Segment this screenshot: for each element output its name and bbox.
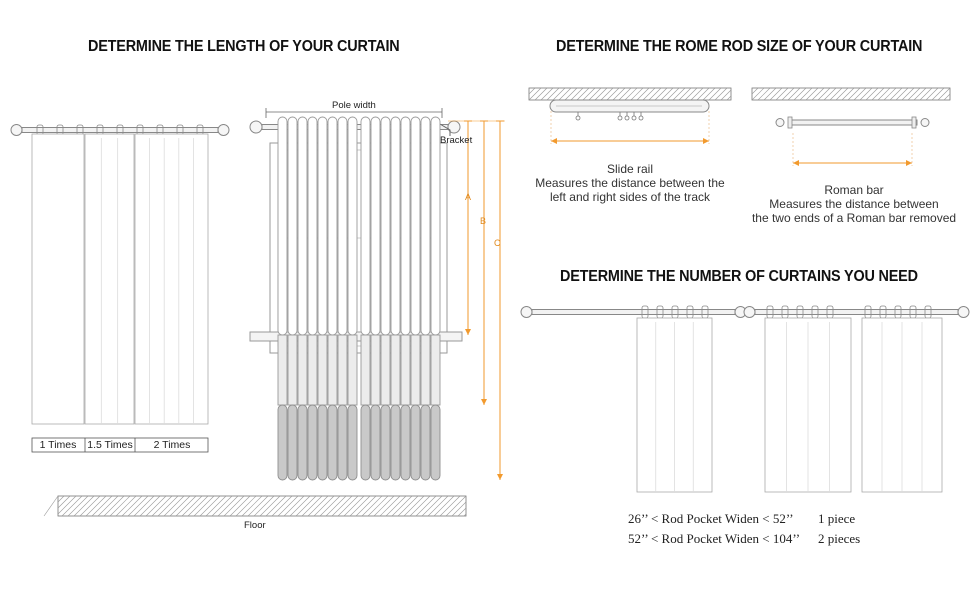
rule-one-piece — [628, 511, 855, 527]
double-rod-finial-right — [958, 307, 969, 318]
curtain-panel-1-5x — [85, 134, 134, 424]
floor-label: Floor — [244, 520, 266, 531]
double-curtain-panel-left — [765, 318, 851, 492]
single-curtain-panel — [637, 318, 712, 492]
rule-one-pieces: 1 piece — [818, 511, 856, 526]
main-curtain-right — [361, 117, 440, 480]
pleat-upper — [391, 117, 400, 335]
roman-bar-finial-right — [921, 119, 929, 127]
roman-bar-line-1: Measures the distance between — [769, 197, 939, 211]
slide-rail-measure — [551, 111, 709, 144]
slide-rail-glider — [639, 116, 643, 120]
length-marker-b: B — [480, 216, 487, 226]
roman-bar-description — [735, 183, 970, 225]
fullness-label-2: 2 Times — [153, 439, 191, 451]
heading-rod-size: DETERMINE THE ROME ROD SIZE OF YOUR CURTAIN — [556, 38, 923, 55]
roman-bar-finial-left — [776, 119, 784, 127]
curtain-panel-2x-body — [135, 134, 208, 424]
pleat-lower — [411, 405, 420, 480]
pleat-lower — [318, 405, 327, 480]
pleat-upper — [308, 117, 317, 335]
pleat-upper — [421, 117, 430, 335]
slide-rail-glider — [618, 116, 622, 120]
fullness-label-1-5: 1.5 Times — [87, 439, 133, 451]
slide-rail-line-2: left and right sides of the track — [549, 190, 711, 204]
curtain-panel-2x — [135, 134, 208, 424]
pleat-middle — [401, 335, 410, 405]
pleat-upper — [288, 117, 297, 335]
rule-two-range: 52’’ < Rod Pocket Widen < 104’’ — [628, 531, 801, 546]
pleat-middle — [348, 335, 357, 405]
roman-bar-measure — [793, 133, 912, 166]
double-curtain-panel-right — [862, 318, 942, 492]
pleat-lower — [381, 405, 390, 480]
pleat-middle — [288, 335, 297, 405]
length-arrow-b-head — [481, 399, 487, 405]
length-marker-c: C — [494, 238, 501, 248]
pleat-lower — [308, 405, 317, 480]
roman-bar-title: Roman bar — [824, 183, 884, 197]
slide-rail-measure-head-left — [551, 138, 557, 144]
curtain-panel-1-5x-body — [85, 134, 134, 424]
main-rod-finial-left — [250, 121, 262, 133]
pleat-lower — [431, 405, 440, 480]
heading-length: DETERMINE THE LENGTH OF YOUR CURTAIN — [88, 38, 400, 55]
pleat-upper — [361, 117, 370, 335]
slide-rail-glider — [576, 116, 580, 120]
length-arrow-a — [464, 121, 472, 335]
pleat-lower — [298, 405, 307, 480]
pleat-lower — [338, 405, 347, 480]
pleat-lower — [288, 405, 297, 480]
pleat-middle — [298, 335, 307, 405]
sample-rod-bar — [22, 128, 218, 133]
roman-bar-rod — [790, 120, 917, 125]
double-rod-bar — [755, 310, 958, 315]
length-arrow-c — [496, 121, 504, 480]
floor-edge — [44, 496, 58, 516]
slide-rail-description — [510, 162, 750, 204]
curtain-panel-1x — [32, 134, 84, 424]
rule-two-pieces-count: 2 pieces — [818, 531, 861, 546]
pleat-upper — [431, 117, 440, 335]
slide-rail-glider — [632, 116, 636, 120]
roman-bar-collar — [912, 117, 916, 128]
main-curtain-left — [278, 117, 357, 480]
single-rod-bar — [532, 310, 735, 315]
pleat-upper — [318, 117, 327, 335]
pleat-upper — [298, 117, 307, 335]
pleat-lower — [421, 405, 430, 480]
slide-rail-glider — [625, 116, 629, 120]
pleat-middle — [381, 335, 390, 405]
ceiling-hatch-right — [752, 88, 950, 100]
length-arrow-b — [480, 121, 488, 405]
heading-number: DETERMINE THE NUMBER OF CURTAINS YOU NEED — [560, 268, 918, 285]
fullness-label-1: 1 Times — [39, 439, 77, 451]
pleat-middle — [361, 335, 370, 405]
pleat-middle — [431, 335, 440, 405]
roman-bar-icon — [776, 117, 929, 128]
roman-bar-collar — [788, 117, 792, 128]
double-rod-finial-left — [744, 307, 755, 318]
pleat-upper — [348, 117, 357, 335]
sample-rod-finial-left — [11, 125, 22, 136]
single-rod — [521, 307, 746, 318]
pleat-upper — [381, 117, 390, 335]
pleat-middle — [411, 335, 420, 405]
roman-bar-measure-head-right — [906, 160, 912, 166]
pleat-middle — [338, 335, 347, 405]
pleat-middle — [278, 335, 287, 405]
single-rod-finial-left — [521, 307, 532, 318]
length-arrow-c-head — [497, 474, 503, 480]
pleat-lower — [391, 405, 400, 480]
pleat-middle — [308, 335, 317, 405]
slide-rail-line-1: Measures the distance between the — [535, 176, 725, 190]
pleat-middle — [371, 335, 380, 405]
double-rod — [744, 307, 969, 318]
pleat-lower — [371, 405, 380, 480]
pleat-upper — [401, 117, 410, 335]
pleat-middle — [391, 335, 400, 405]
pleat-lower — [278, 405, 287, 480]
ceiling-hatch-left — [529, 88, 731, 100]
curtain-panel-1x-body — [32, 134, 84, 424]
pleat-upper — [411, 117, 420, 335]
pleat-upper — [338, 117, 347, 335]
length-arrow-a-head — [465, 329, 471, 335]
pleat-lower — [361, 405, 370, 480]
pleat-upper — [328, 117, 337, 335]
pleat-middle — [421, 335, 430, 405]
length-marker-a: A — [465, 192, 472, 202]
rule-two-pieces — [628, 531, 860, 547]
pleat-upper — [371, 117, 380, 335]
roman-bar-measure-head-left — [793, 160, 799, 166]
pleat-lower — [348, 405, 357, 480]
bracket-label: Bracket — [440, 135, 473, 146]
pleat-middle — [328, 335, 337, 405]
slide-rail-title: Slide rail — [606, 162, 654, 176]
slide-rail-icon — [550, 100, 709, 120]
sample-rod-finial-right — [218, 125, 229, 136]
rule-one-range: 26’’ < Rod Pocket Widen < 52’’ — [628, 511, 794, 526]
roman-bar-line-2: the two ends of a Roman bar removed — [751, 211, 957, 225]
pleat-middle — [318, 335, 327, 405]
pleat-upper — [278, 117, 287, 335]
pleat-lower — [328, 405, 337, 480]
slide-rail-measure-head-right — [703, 138, 709, 144]
pole-width-label: Pole width — [332, 100, 376, 111]
floor-hatch — [58, 496, 466, 516]
pleat-lower — [401, 405, 410, 480]
